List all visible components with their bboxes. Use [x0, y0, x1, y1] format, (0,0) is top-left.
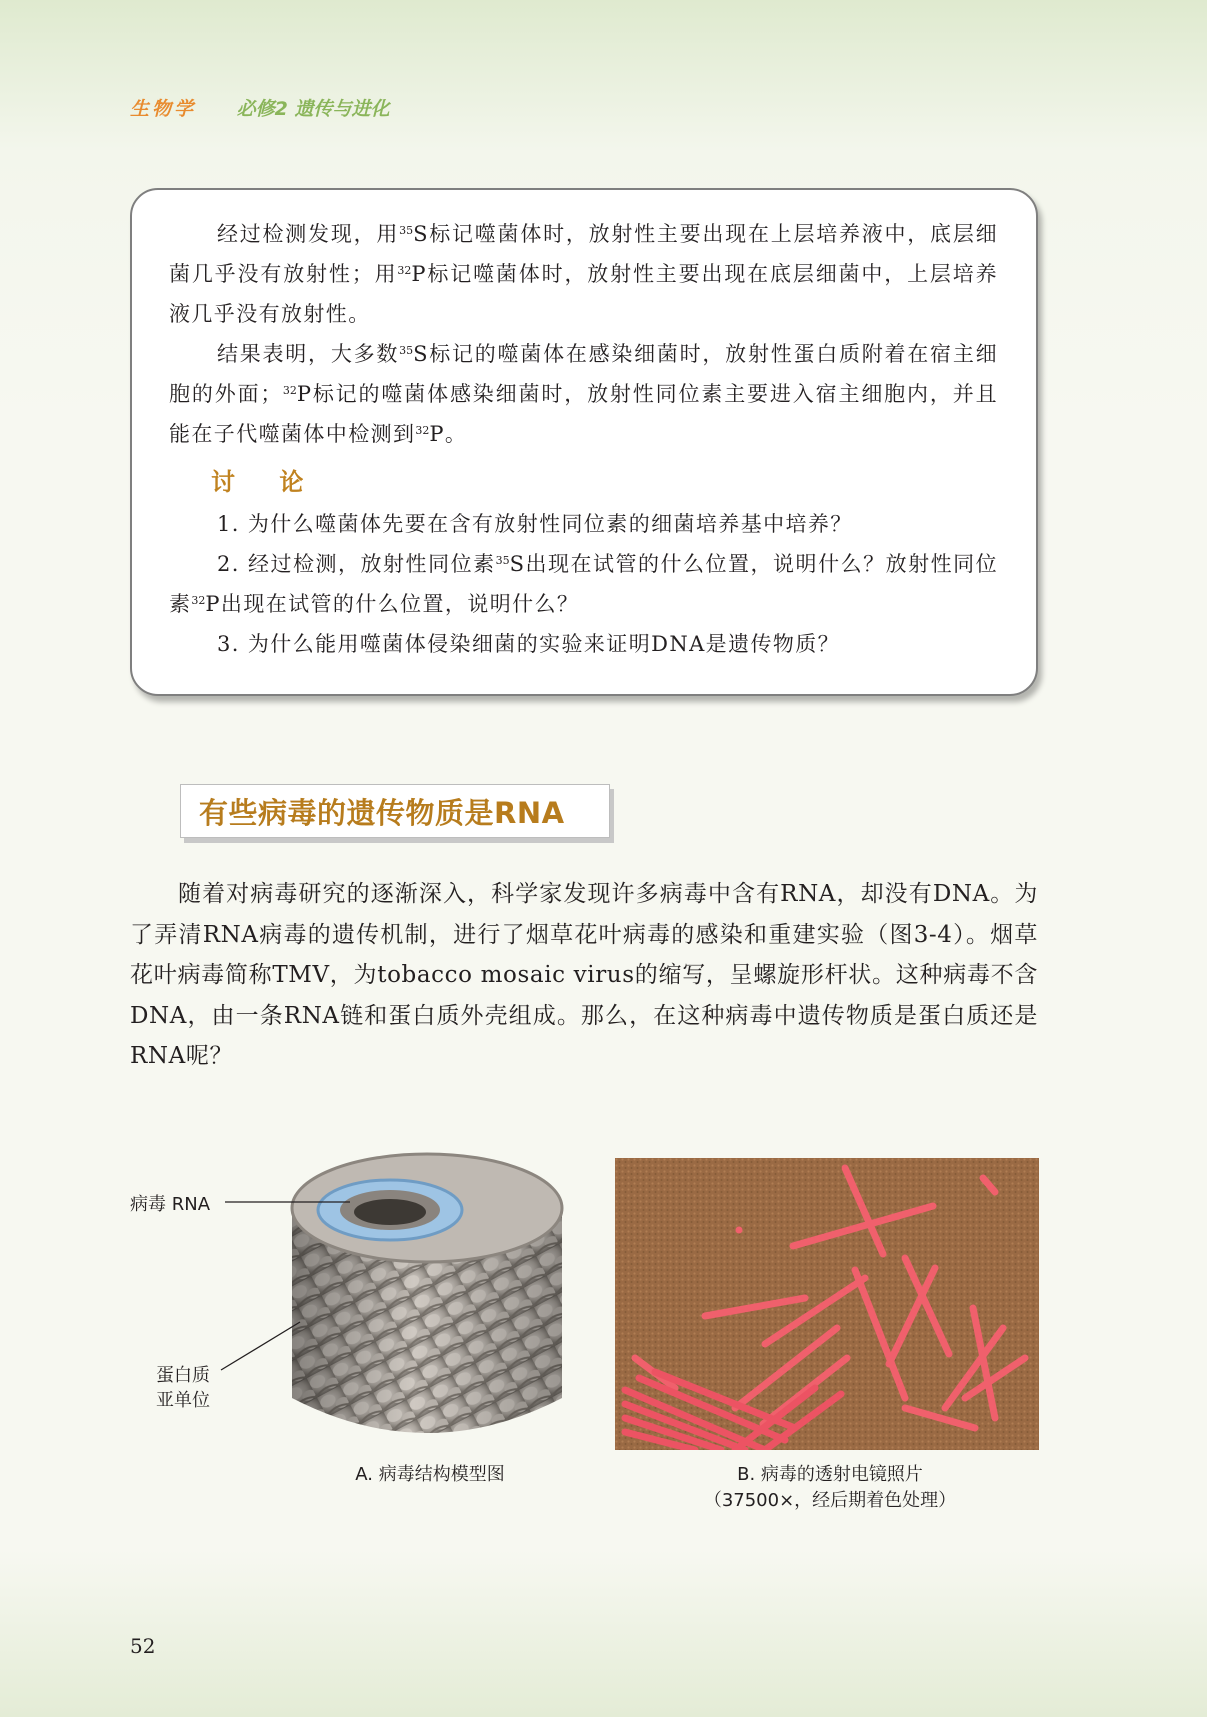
header-subject: 生物学 — [130, 98, 197, 120]
question-1: 1. 为什么噬菌体先要在含有放射性同位素的细菌培养基中培养？ — [217, 512, 853, 536]
conclusion-paragraph: 结果表明，大多数$^{35}$S标记的噬菌体在感染细菌时，放射性蛋白质附着在宿主细胞的外面；$^{32}$P标记的噬菌体感染细菌时，放射性同位素主要进入宿主细胞内，并且能在子代噬菌体中检测到$^{32}$P。 — [169, 342, 999, 446]
caption-a: A. 病毒结构模型图 — [355, 1464, 505, 1485]
label-virus-rna: 病毒 RNA — [130, 1194, 211, 1215]
label-protein-line2: 亚单位 — [156, 1390, 210, 1411]
page-number: 52 — [130, 1634, 156, 1658]
question-2: 2. 经过检测，放射性同位素$^{35}$S出现在试管的什么位置，说明什么？放射性同位素$^{32}$P出现在试管的什么位置，说明什么？ — [169, 552, 999, 616]
question-3: 3. 为什么能用噬菌体侵染细菌的实验来证明DNA是遗传物质？ — [217, 632, 841, 656]
discussion-heading: 讨 论 — [211, 468, 322, 496]
section-title: 有些病毒的遗传物质是RNA — [180, 784, 610, 838]
caption-b-line1: B. 病毒的透射电镜照片 — [737, 1464, 923, 1485]
header-book: 必修2 遗传与进化 — [236, 98, 390, 120]
label-protein-line1: 蛋白质 — [156, 1365, 210, 1386]
result-paragraph: 经过检测发现，用$^{35}$S标记噬菌体时，放射性主要出现在上层培养液中，底层细菌几乎没有放射性；用$^{32}$P标记噬菌体时，放射性主要出现在底层细菌中，上层培养液几乎没有放射性。 — [169, 222, 998, 326]
body-paragraph: 随着对病毒研究的逐渐深入，科学家发现许多病毒中含有RNA，却没有DNA。为了弄清RNA病毒的遗传机制，进行了烟草花叶病毒的感染和重建实验（图3-4）。烟草花叶病毒简称TMV，为tobacco mosaic virus的缩写，呈螺旋形杆状。这种病毒不含DNA，由一条RNA链和蛋白质外壳组成。那么，在这种病毒中遗传物质是蛋白质还是RNA呢？ — [130, 881, 1038, 1069]
caption-b-line2: （37500×，经后期着色处理） — [703, 1490, 957, 1511]
